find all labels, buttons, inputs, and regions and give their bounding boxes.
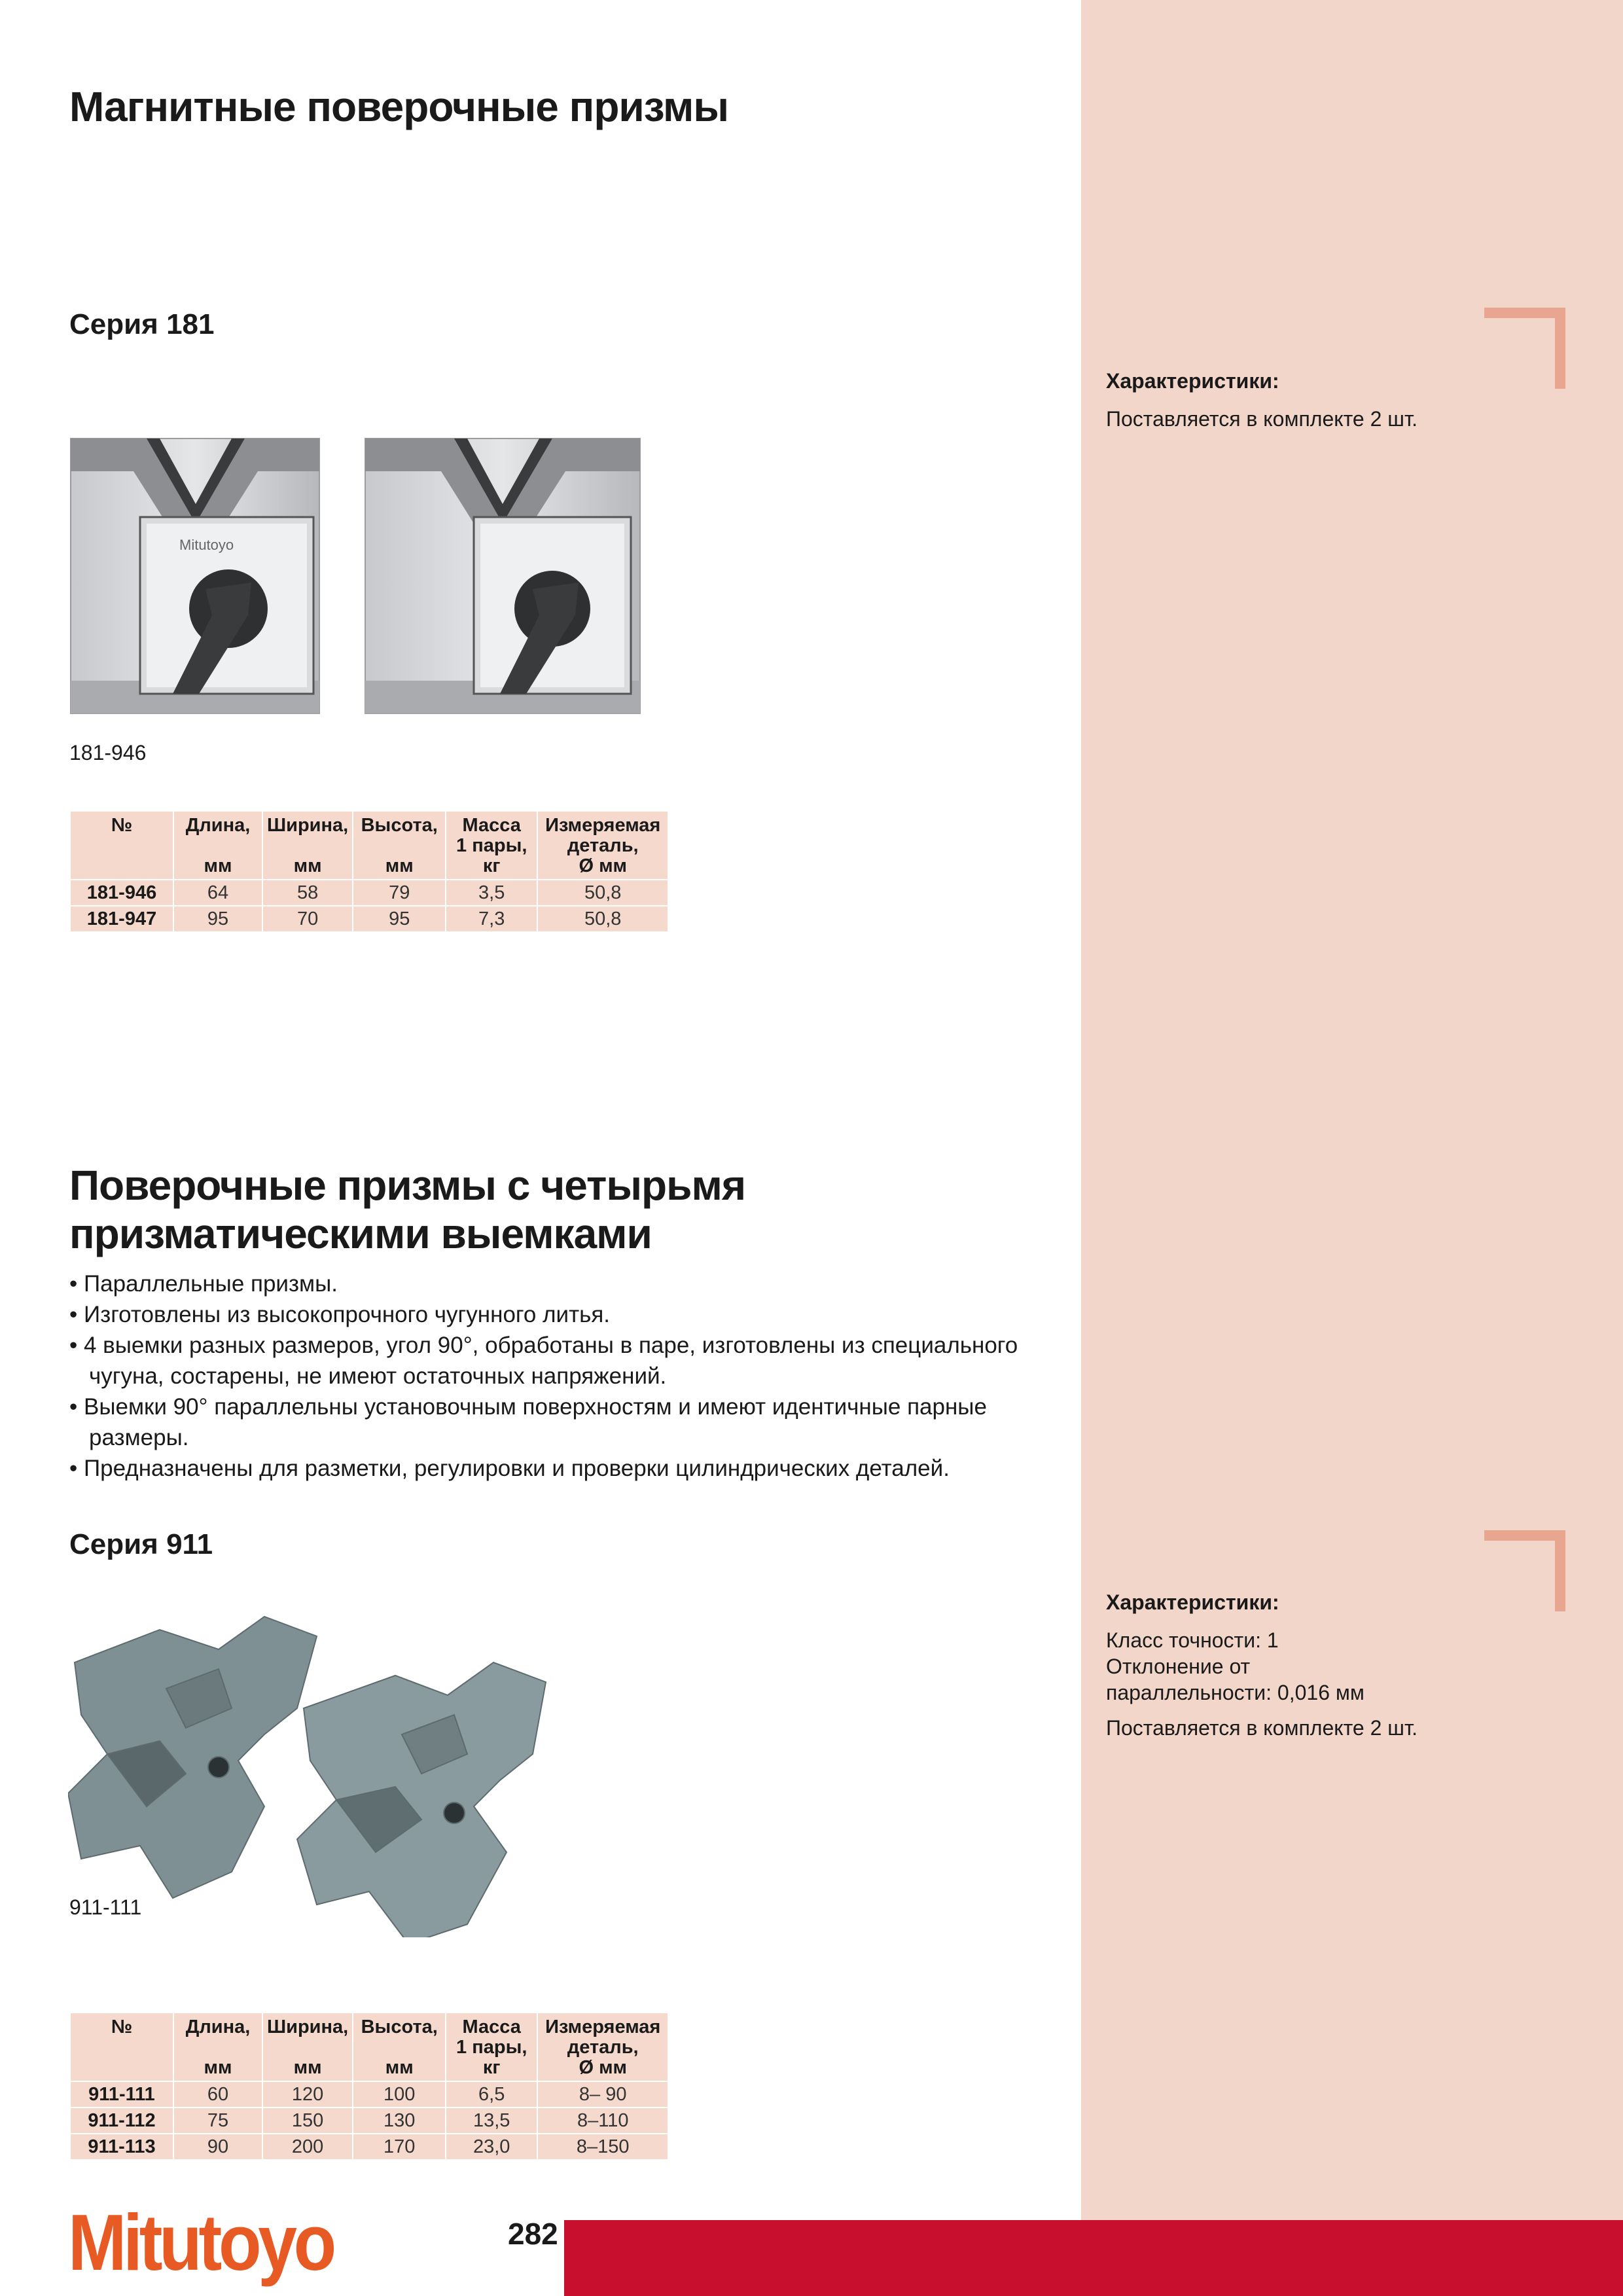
characteristics-heading: Характеристики: (1106, 369, 1279, 393)
cell-mass: 7,3 (446, 906, 537, 932)
list-item: • 4 выемки разных размеров, угол 90°, обработаны в паре, изготовлены из специального чугуна, состарены, не имеют остаточных напряжений. (69, 1330, 1051, 1391)
cell-height: 170 (353, 2134, 446, 2160)
cell-length: 60 (173, 2081, 262, 2108)
mitutoyo-logo: Mitutoyo (68, 2198, 333, 2287)
col-header-measured-part: Измеряемая деталь, Ø мм (537, 2013, 668, 2081)
section1-title: Магнитные поверочные призмы (69, 83, 728, 130)
col-header-no: № (70, 2013, 173, 2081)
photo-brand: Mitutoyo (179, 537, 234, 553)
cell-mass: 3,5 (446, 880, 537, 906)
cell-diameter-range: 8–150 (537, 2134, 668, 2160)
cell-height: 79 (353, 880, 446, 906)
cell-mass: 23,0 (446, 2134, 537, 2160)
cell-width: 70 (262, 906, 353, 932)
series-911-heading: Серия 911 (69, 1528, 213, 1560)
cell-width: 120 (262, 2081, 353, 2108)
table-row (70, 880, 668, 906)
col-header-height: Высота, мм (353, 2013, 446, 2081)
table-row (70, 906, 668, 932)
cell-mass: 6,5 (446, 2081, 537, 2108)
magnetic-v-block-right (365, 439, 640, 713)
cell-length: 64 (173, 880, 262, 906)
section2-title-line1: Поверочные призмы с четырьмя (69, 1162, 746, 1209)
cell-width: 150 (262, 2108, 353, 2134)
table-row (70, 2108, 668, 2134)
list-item: • Выемки 90° параллельны установочным поверхностям и имеют идентичные парные размеры. (69, 1391, 1051, 1453)
photo-caption-911: 911-111 (69, 1895, 142, 1919)
col-header-measured-part: Измеряемая деталь, Ø мм (537, 811, 668, 880)
cell-height: 100 (353, 2081, 446, 2108)
feature-list (69, 1268, 1051, 1484)
col-header-length: Длина, мм (173, 811, 262, 880)
spec-table-911 (69, 2012, 669, 2161)
cell-code: 911-113 (70, 2134, 173, 2160)
section2-title-line2: призматическими выемками (69, 1210, 652, 1257)
col-header-height: Высота, мм (353, 811, 446, 880)
col-header-width: Ширина, мм (262, 811, 353, 880)
table-row (70, 2081, 668, 2108)
cell-height: 95 (353, 906, 446, 932)
characteristics-line: Поставляется в комплекте 2 шт. (1106, 407, 1418, 431)
set-note: Поставляется в комплекте 2 шт. (1106, 1716, 1418, 1740)
list-item: • Изготовлены из высокопрочного чугунного литья. (69, 1299, 1051, 1330)
col-header-mass: Масса 1 пары, кг (446, 2013, 537, 2081)
col-header-no: № (70, 811, 173, 880)
four-groove-v-block-right (297, 1662, 546, 1937)
list-item: • Параллельные призмы. (69, 1268, 1051, 1299)
series-181-heading: Серия 181 (69, 308, 215, 340)
magnetic-v-block-left (71, 439, 319, 713)
magnetic-v-block-photo (68, 419, 644, 726)
photo-caption-181: 181-946 (69, 741, 147, 764)
cell-diameter: 50,8 (537, 880, 668, 906)
cell-diameter-range: 8–110 (537, 2108, 668, 2134)
cell-diameter: 50,8 (537, 906, 668, 932)
section2-title (69, 1161, 745, 1258)
characteristics-911 (1106, 1589, 1564, 1741)
accuracy-class: Класс точности: 1 (1106, 1628, 1279, 1652)
parallelism-value: параллельности: 0,016 мм (1106, 1681, 1364, 1704)
cell-length: 95 (173, 906, 262, 932)
cell-width: 200 (262, 2134, 353, 2160)
spec-table-181 (69, 810, 669, 933)
cell-code: 911-111 (70, 2081, 173, 2108)
characteristics-181 (1106, 368, 1564, 432)
page-number: 282 (508, 2217, 558, 2251)
list-item: • Предназначены для разметки, регулировки и проверки цилиндрических деталей. (69, 1453, 1051, 1484)
four-groove-v-block-photo (68, 1610, 579, 1937)
col-header-length: Длина, мм (173, 2013, 262, 2081)
col-header-width: Ширина, мм (262, 2013, 353, 2081)
four-groove-v-block-left (68, 1617, 317, 1898)
col-header-mass: Масса 1 пары, кг (446, 811, 537, 880)
table-row (70, 2134, 668, 2160)
parallelism-label: Отклонение от (1106, 1655, 1251, 1678)
characteristics-heading: Характеристики: (1106, 1590, 1279, 1614)
footer-bar (564, 2220, 1623, 2296)
cell-height: 130 (353, 2108, 446, 2134)
cell-code: 181-946 (70, 880, 173, 906)
cell-code: 181-947 (70, 906, 173, 932)
cell-width: 58 (262, 880, 353, 906)
cell-length: 75 (173, 2108, 262, 2134)
cell-diameter-range: 8– 90 (537, 2081, 668, 2108)
cell-mass: 13,5 (446, 2108, 537, 2134)
cell-code: 911-112 (70, 2108, 173, 2134)
cell-length: 90 (173, 2134, 262, 2160)
